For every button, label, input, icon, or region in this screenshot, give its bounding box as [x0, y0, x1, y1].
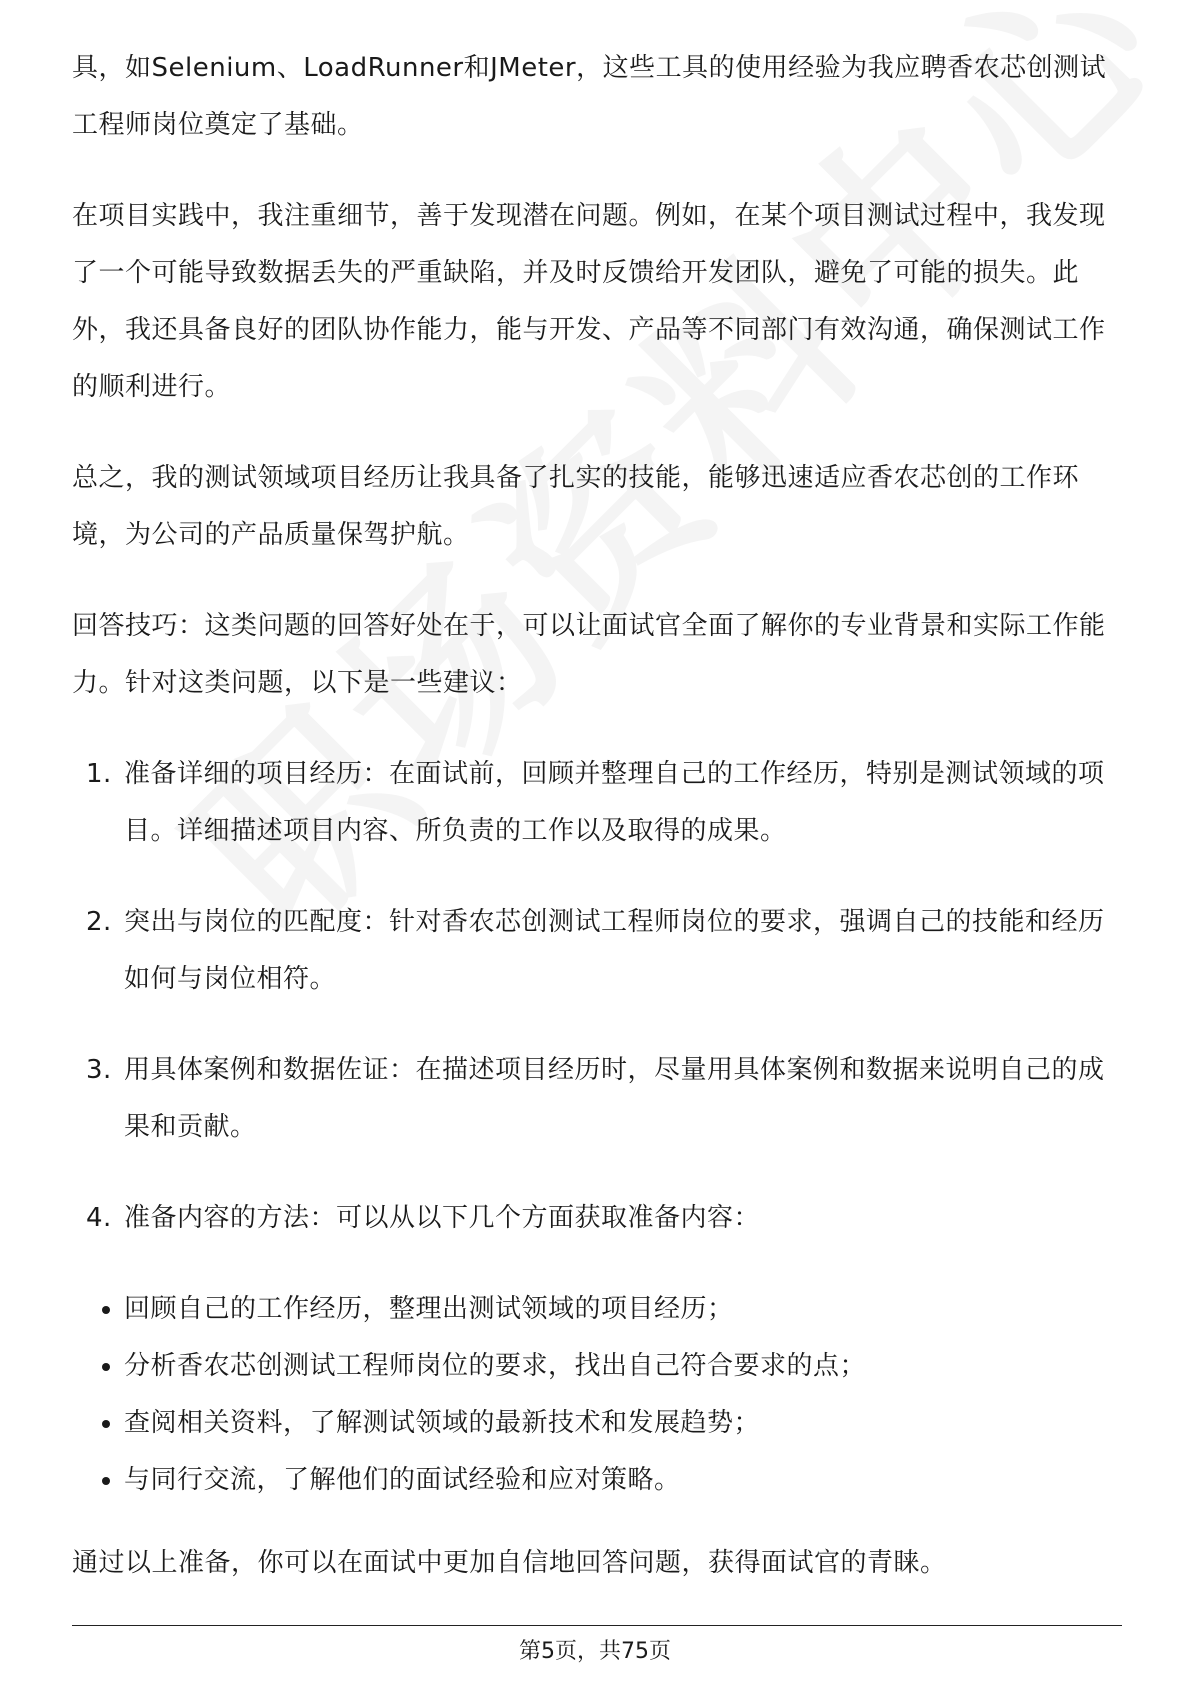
- tips-numbered-list: [72, 746, 1122, 1247]
- footer-divider: [72, 1625, 1122, 1626]
- list-number: 2.: [86, 907, 112, 937]
- paragraph-practice: 在项目实践中，我注重细节，善于发现潜在问题。例如，在某个项目测试过程中，我发现了一个可能导致数据丢失的严重缺陷，并及时反馈给开发团队，避免了可能的损失。此外，我还具备良好的团队协作能力，能与开发、产品等不同部门有效沟通，确保测试工作的顺利进行。: [72, 201, 1106, 402]
- list-item: [72, 894, 1122, 1008]
- bullet-item-text: 查阅相关资料，了解测试领域的最新技术和发展趋势；: [124, 1408, 761, 1438]
- bullet-item: [72, 1338, 1122, 1395]
- list-item-text: 突出与岗位的匹配度：针对香农芯创测试工程师岗位的要求，强调自己的技能和经历如何与岗位相符。: [124, 907, 1105, 994]
- paragraph-tools: 具，如Selenium、LoadRunner和JMeter，这些工具的使用经验为我应聘香农芯创测试工程师岗位奠定了基础。: [72, 53, 1107, 140]
- list-number: 3.: [86, 1055, 112, 1085]
- bullet-item-text: 分析香农芯创测试工程师岗位的要求，找出自己符合要求的点；: [124, 1351, 867, 1381]
- list-item-text: 用具体案例和数据佐证：在描述项目经历时，尽量用具体案例和数据来说明自己的成果和贡献。: [124, 1055, 1105, 1142]
- bullet-item-text: 与同行交流，了解他们的面试经验和应对策略。: [124, 1465, 681, 1495]
- list-item: [72, 1042, 1122, 1156]
- paragraph-tips: 回答技巧：这类问题的回答好处在于，可以让面试官全面了解你的专业背景和实际工作能力。针对这类问题，以下是一些建议：: [72, 611, 1106, 698]
- bullet-dot-icon: [102, 1306, 110, 1314]
- page-number: 第5页，共75页: [519, 1639, 671, 1664]
- paragraph-summary: 总之，我的测试领域项目经历让我具备了扎实的技能，能够迅速适应香农芯创的工作环境，为公司的产品质量保驾护航。: [72, 463, 1080, 550]
- list-item: [72, 746, 1122, 860]
- bullet-dot-icon: [102, 1420, 110, 1428]
- list-number: 4.: [86, 1203, 112, 1233]
- bullet-dot-icon: [102, 1363, 110, 1371]
- list-item: [72, 1190, 1122, 1247]
- bullet-item: [72, 1395, 1122, 1452]
- list-item-text: 准备内容的方法：可以从以下几个方面获取准备内容：: [124, 1203, 761, 1233]
- bullet-item-text: 回顾自己的工作经历，整理出测试领域的项目经历；: [124, 1294, 734, 1324]
- list-number: 1.: [86, 759, 112, 789]
- bullet-dot-icon: [102, 1477, 110, 1485]
- bullet-item: [72, 1452, 1122, 1509]
- document-body: [72, 40, 1122, 1626]
- paragraph-closing: 通过以上准备，你可以在面试中更加自信地回答问题，获得面试官的青睐。: [72, 1548, 947, 1578]
- bullet-item: [72, 1281, 1122, 1338]
- list-item-text: 准备详细的项目经历：在面试前，回顾并整理自己的工作经历，特别是测试领域的项目。详细描述项目内容、所负责的工作以及取得的成果。: [124, 759, 1105, 846]
- preparation-bullet-list: [72, 1281, 1122, 1509]
